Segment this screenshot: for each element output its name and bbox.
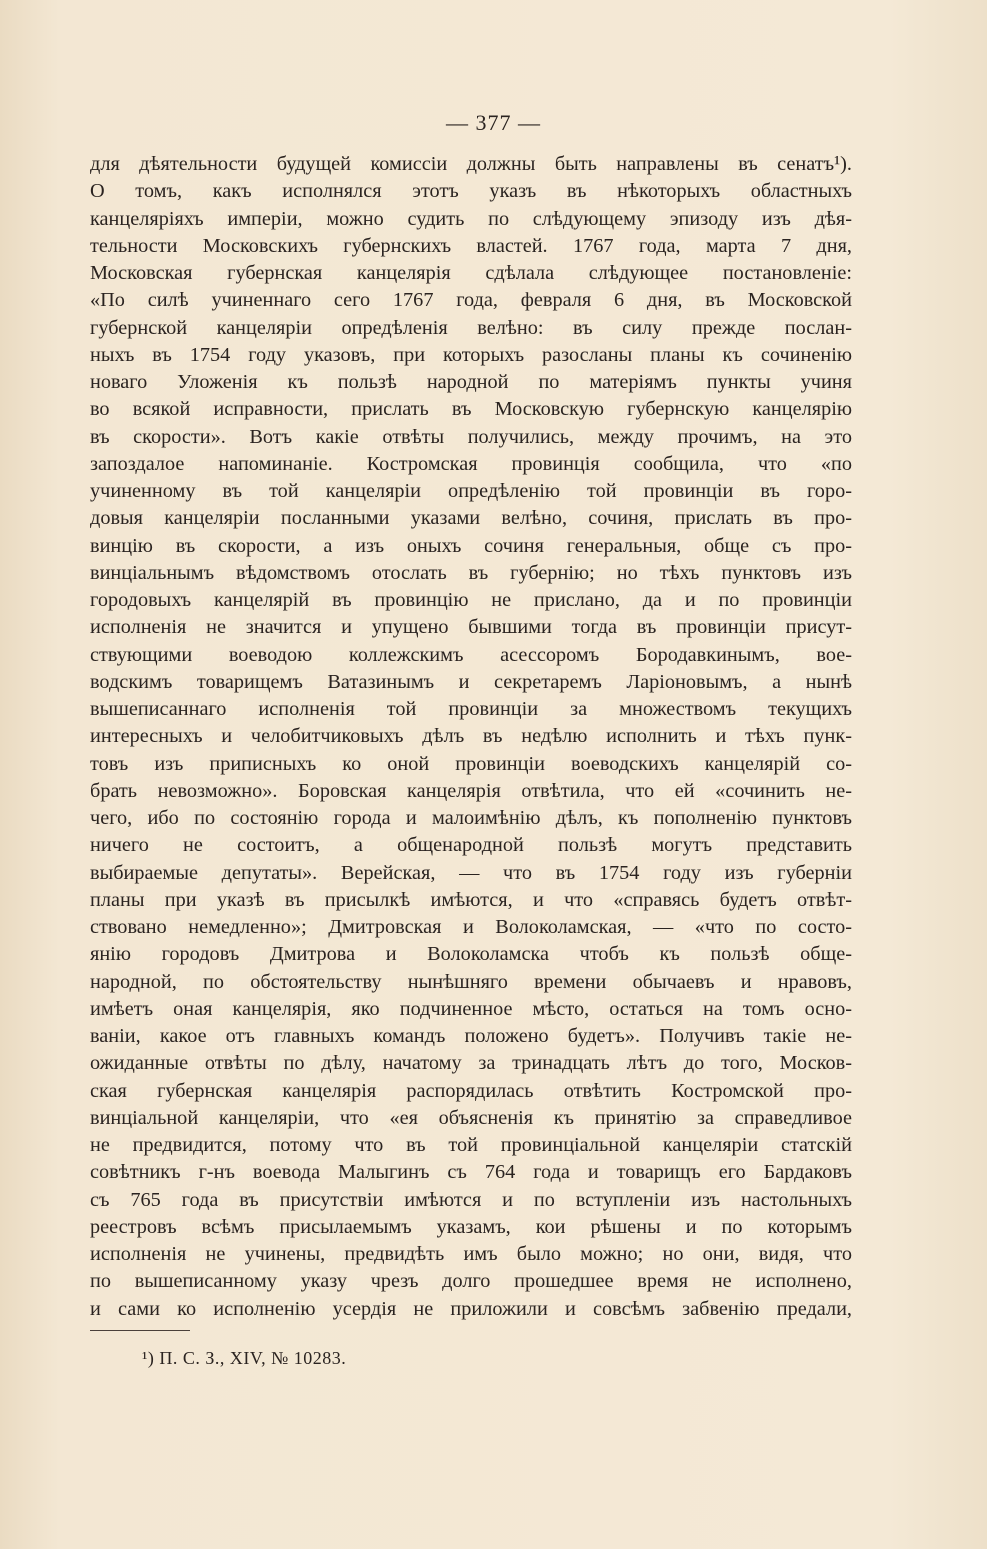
text-line: ожиданные отвѣты по дѣлу, начатому за тринадцать лѣтъ до того, Москов- [90, 1052, 852, 1075]
text-line: вышеписаннаго исполненія той провинціи за множествомъ текущихъ [90, 698, 852, 720]
text-line: съ 765 года въ присутствіи имѣются и по вступленіи изъ настольныхъ [90, 1188, 852, 1211]
text-line: исполненія не учинены, предвидѣть имъ было можно; но они, видя, что [90, 1243, 852, 1265]
text-line: планы при указѣ въ присылкѣ имѣются, и что «справясь будетъ отвѣт- [90, 888, 852, 911]
text-line: товъ изъ приписныхъ ко оной провинціи воеводскихъ канцелярій со- [90, 752, 852, 775]
footnote: ¹) П. С. З., XIV, № 10283. [142, 1348, 347, 1368]
text-line: ствующими воеводою коллежскимъ асессоромъ Бородавкинымъ, вое- [90, 643, 852, 666]
text-line: исполненія не значится и упущено бывшими тогда въ провинціи присут- [90, 616, 852, 639]
text-line: канцеляріяхъ имперіи, можно судить по слѣдующему эпизоду изъ дѣя- [90, 207, 852, 230]
footnote-divider [90, 1330, 190, 1331]
text-line: «По силѣ учиненнаго сего 1767 года, февраля 6 дня, въ Московской [90, 289, 852, 312]
text-line: новаго Уложенія къ пользѣ народной по матеріямъ пункты учиня [90, 371, 852, 393]
text-line: народной, по обстоятельству нынѣшняго времени обычаевъ и нравовъ, [90, 970, 852, 993]
text-line: реестровъ всѣмъ присылаемымъ указамъ, кои рѣшены и по которымъ [90, 1215, 852, 1238]
text-line: брать невозможно». Боровская канцелярія отвѣтила, что ей «сочинить не- [90, 779, 852, 802]
text-line: имѣетъ оная канцелярія, яко подчиненное мѣсто, остаться на томъ осно- [90, 997, 852, 1020]
body-text [90, 151, 852, 1323]
text-line: тельности Московскихъ губернскихъ властей. 1767 года, марта 7 дня, [90, 234, 852, 257]
text-line: и сами ко исполненію усердія не приложили и совсѣмъ забвенію предали, [90, 1297, 852, 1320]
text-line: Московская губернская канцелярія сдѣлала слѣдующее постановленіе: [90, 262, 852, 284]
text-line: интересныхъ и челобитчиковыхъ дѣлъ въ недѣлю исполнить и тѣхъ пунк- [90, 725, 852, 748]
text-line: винцію въ скорости, а изъ оныхъ сочиня генеральныя, обще съ про- [90, 534, 852, 557]
text-line: ваніи, какое отъ главныхъ командъ положено будетъ». Получивъ такіе не- [90, 1025, 852, 1047]
text-line: винціальнымъ вѣдомствомъ отослать въ губернію; но тѣхъ пунктовъ изъ [90, 561, 852, 584]
page-number: — 377 — [446, 110, 541, 135]
text-line: довыя канцеляріи посланными указами велѣно, сочиня, прислать въ про- [90, 507, 852, 530]
text-line: учиненному въ той канцеляріи опредѣленію той провинціи въ горо- [90, 480, 852, 502]
text-line: водскимъ товарищемъ Ватазинымъ и секретаремъ Ларіоновымъ, а нынѣ [90, 670, 852, 693]
text-line: запоздалое напоминаніе. Костромская провинція сообщила, что «по [90, 452, 852, 475]
text-line: ская губернская канцелярія распорядилась отвѣтить Костромской про- [90, 1079, 852, 1102]
text-line: ныхъ въ 1754 году указовъ, при которыхъ разосланы планы къ сочиненію [90, 343, 852, 366]
text-line: янію городовъ Дмитрова и Волоколамска чтобъ къ пользѣ обще- [90, 943, 852, 966]
text-line: ничего не состоитъ, а общенародной пользѣ могутъ представить [90, 834, 852, 857]
text-line: ствовано немедленно»; Дмитровская и Волоколамская, — «что по состо- [90, 916, 852, 938]
text-line: чего, ибо по состоянію города и малоимѣнію дѣлъ, къ пополненію пунктовъ [90, 807, 852, 829]
text-line: городовыхъ канцелярій въ провинцію не прислано, да и по провинціи [90, 589, 852, 611]
text-line: винціальной канцеляріи, что «ея объясненія къ принятію за справедливое [90, 1106, 852, 1129]
text-line: выбираемые депутаты». Верейская, — что въ 1754 году изъ губерніи [90, 861, 852, 884]
text-line: не предвидится, потому что въ той провинціальной канцеляріи статскій [90, 1134, 852, 1156]
text-line: совѣтникъ г-нъ воевода Малыгинъ съ 764 года и товарищъ его Бардаковъ [90, 1161, 852, 1184]
text-line: во всякой исправности, прислать въ Московскую губернскую канцелярію [90, 398, 852, 421]
text-line: по вышеписанному указу чрезъ долго прошедшее время не исполнено, [90, 1270, 852, 1293]
text-line: губернской канцеляріи опредѣленія велѣно: въ силу прежде послан- [90, 316, 852, 339]
text-line: для дѣятельности будущей комиссіи должны быть направлены въ сенатъ¹). [90, 153, 852, 175]
text-line: въ скорости». Вотъ какіе отвѣты получились, между прочимъ, на это [90, 425, 852, 448]
text-line: О томъ, какъ исполнялся этотъ указъ въ нѣкоторыхъ областныхъ [90, 180, 852, 203]
